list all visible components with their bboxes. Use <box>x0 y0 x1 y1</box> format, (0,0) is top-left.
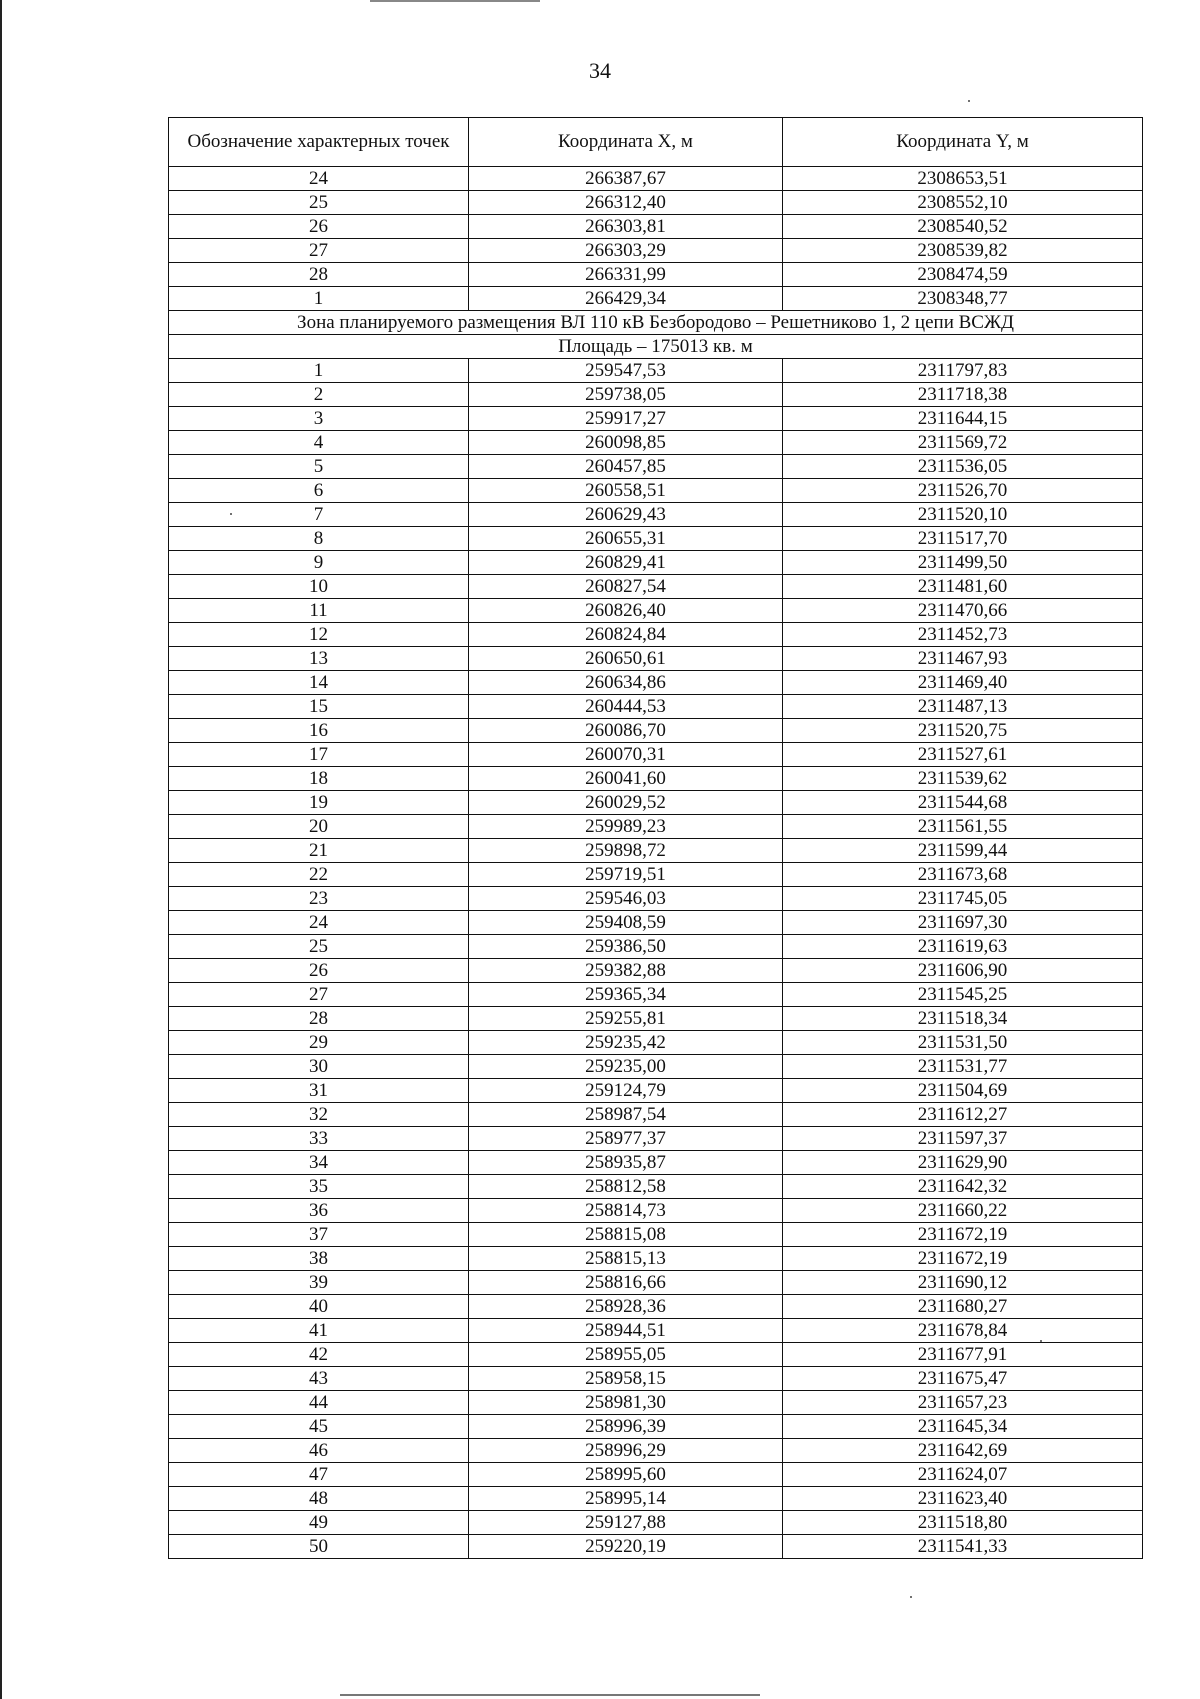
point-cell: 27 <box>169 239 469 263</box>
point-cell: 17 <box>169 743 469 767</box>
y-cell: 2311612,27 <box>783 1103 1143 1127</box>
point-cell: 9 <box>169 551 469 575</box>
point-cell: 10 <box>169 575 469 599</box>
table-row <box>169 743 1143 767</box>
x-cell: 260655,31 <box>469 527 783 551</box>
table-row <box>169 1367 1143 1391</box>
table-row <box>169 887 1143 911</box>
x-cell: 260070,31 <box>469 743 783 767</box>
table-row <box>169 1319 1143 1343</box>
table-row <box>169 431 1143 455</box>
table-row <box>169 1103 1143 1127</box>
y-cell: 2311545,25 <box>783 983 1143 1007</box>
y-cell: 2311504,69 <box>783 1079 1143 1103</box>
table-row <box>169 815 1143 839</box>
y-cell: 2311527,61 <box>783 743 1143 767</box>
table-row <box>169 215 1143 239</box>
table-row <box>169 1343 1143 1367</box>
y-cell: 2311452,73 <box>783 623 1143 647</box>
table-row <box>169 863 1143 887</box>
table-row <box>169 551 1143 575</box>
x-cell: 260098,85 <box>469 431 783 455</box>
zone-section <box>169 311 1143 359</box>
x-cell: 259235,42 <box>469 1031 783 1055</box>
point-cell: 48 <box>169 1487 469 1511</box>
point-cell: 34 <box>169 1151 469 1175</box>
y-cell: 2311642,32 <box>783 1175 1143 1199</box>
y-cell: 2308539,82 <box>783 239 1143 263</box>
point-cell: 26 <box>169 215 469 239</box>
table-row <box>169 623 1143 647</box>
x-cell: 259124,79 <box>469 1079 783 1103</box>
point-cell: 21 <box>169 839 469 863</box>
table-row <box>169 479 1143 503</box>
y-cell: 2311678,84 <box>783 1319 1143 1343</box>
x-cell: 260827,54 <box>469 575 783 599</box>
table-row <box>169 1199 1143 1223</box>
x-cell: 258995,14 <box>469 1487 783 1511</box>
point-cell: 42 <box>169 1343 469 1367</box>
table-row <box>169 935 1143 959</box>
x-cell: 258996,29 <box>469 1439 783 1463</box>
y-cell: 2311660,22 <box>783 1199 1143 1223</box>
table-row <box>169 263 1143 287</box>
table-row <box>169 695 1143 719</box>
point-cell: 14 <box>169 671 469 695</box>
table-row <box>169 1271 1143 1295</box>
x-cell: 259220,19 <box>469 1535 783 1559</box>
point-cell: 45 <box>169 1415 469 1439</box>
table-row <box>169 575 1143 599</box>
point-cell: 39 <box>169 1271 469 1295</box>
x-cell: 260826,40 <box>469 599 783 623</box>
y-cell: 2311531,50 <box>783 1031 1143 1055</box>
point-cell: 28 <box>169 1007 469 1031</box>
table-row <box>169 1463 1143 1487</box>
point-cell: 19 <box>169 791 469 815</box>
x-cell: 259235,00 <box>469 1055 783 1079</box>
table-row <box>169 671 1143 695</box>
x-cell: 259898,72 <box>469 839 783 863</box>
x-cell: 260824,84 <box>469 623 783 647</box>
x-cell: 258944,51 <box>469 1319 783 1343</box>
point-cell: 23 <box>169 887 469 911</box>
point-cell: 18 <box>169 767 469 791</box>
y-cell: 2311536,05 <box>783 455 1143 479</box>
table-row <box>169 167 1143 191</box>
scan-edge-left <box>0 0 2 1699</box>
x-cell: 258935,87 <box>469 1151 783 1175</box>
y-cell: 2311569,72 <box>783 431 1143 455</box>
x-cell: 260650,61 <box>469 647 783 671</box>
point-cell: 1 <box>169 287 469 311</box>
table-row <box>169 1439 1143 1463</box>
x-cell: 258995,60 <box>469 1463 783 1487</box>
header-point: Обозначение характерных точек <box>169 118 469 167</box>
point-cell: 5 <box>169 455 469 479</box>
x-cell: 266303,29 <box>469 239 783 263</box>
y-cell: 2311797,83 <box>783 359 1143 383</box>
y-cell: 2311672,19 <box>783 1247 1143 1271</box>
y-cell: 2311619,63 <box>783 935 1143 959</box>
table-row <box>169 191 1143 215</box>
y-cell: 2311520,10 <box>783 503 1143 527</box>
x-cell: 258815,13 <box>469 1247 783 1271</box>
table-row <box>169 407 1143 431</box>
point-cell: 49 <box>169 1511 469 1535</box>
point-cell: 46 <box>169 1439 469 1463</box>
y-cell: 2311526,70 <box>783 479 1143 503</box>
point-cell: 11 <box>169 599 469 623</box>
point-cell: 25 <box>169 935 469 959</box>
point-cell: 7 <box>169 503 469 527</box>
table-row <box>169 287 1143 311</box>
y-cell: 2311518,80 <box>783 1511 1143 1535</box>
y-cell: 2311531,77 <box>783 1055 1143 1079</box>
x-cell: 260444,53 <box>469 695 783 719</box>
y-cell: 2311469,40 <box>783 671 1143 695</box>
point-cell: 38 <box>169 1247 469 1271</box>
y-cell: 2308348,77 <box>783 287 1143 311</box>
x-cell: 258987,54 <box>469 1103 783 1127</box>
point-cell: 41 <box>169 1319 469 1343</box>
point-cell: 20 <box>169 815 469 839</box>
x-cell: 260029,52 <box>469 791 783 815</box>
point-cell: 24 <box>169 167 469 191</box>
x-cell: 259127,88 <box>469 1511 783 1535</box>
point-cell: 1 <box>169 359 469 383</box>
x-cell: 258816,66 <box>469 1271 783 1295</box>
point-cell: 44 <box>169 1391 469 1415</box>
y-cell: 2311623,40 <box>783 1487 1143 1511</box>
y-cell: 2311642,69 <box>783 1439 1143 1463</box>
x-cell: 259989,23 <box>469 815 783 839</box>
x-cell: 258977,37 <box>469 1127 783 1151</box>
table-row <box>169 599 1143 623</box>
y-cell: 2311561,55 <box>783 815 1143 839</box>
point-cell: 12 <box>169 623 469 647</box>
y-cell: 2308540,52 <box>783 215 1143 239</box>
x-cell: 259255,81 <box>469 1007 783 1031</box>
table-row <box>169 1127 1143 1151</box>
x-cell: 259365,34 <box>469 983 783 1007</box>
point-cell: 31 <box>169 1079 469 1103</box>
y-cell: 2311520,75 <box>783 719 1143 743</box>
x-cell: 266303,81 <box>469 215 783 239</box>
table-row <box>169 239 1143 263</box>
y-cell: 2311629,90 <box>783 1151 1143 1175</box>
table-row <box>169 1031 1143 1055</box>
point-cell: 28 <box>169 263 469 287</box>
x-cell: 259738,05 <box>469 383 783 407</box>
table-row <box>169 455 1143 479</box>
y-cell: 2311644,15 <box>783 407 1143 431</box>
point-cell: 6 <box>169 479 469 503</box>
point-cell: 16 <box>169 719 469 743</box>
table-row <box>169 1079 1143 1103</box>
y-cell: 2311672,19 <box>783 1223 1143 1247</box>
table-header-row <box>169 118 1143 167</box>
x-cell: 259547,53 <box>469 359 783 383</box>
table-row <box>169 1295 1143 1319</box>
scan-speck <box>968 100 970 102</box>
y-cell: 2311541,33 <box>783 1535 1143 1559</box>
table-row <box>169 1007 1143 1031</box>
table-row <box>169 527 1143 551</box>
zone-area-row <box>169 335 1143 359</box>
y-cell: 2311481,60 <box>783 575 1143 599</box>
point-cell: 36 <box>169 1199 469 1223</box>
scan-edge-top <box>370 0 540 2</box>
table-row <box>169 839 1143 863</box>
table-row <box>169 1415 1143 1439</box>
point-cell: 33 <box>169 1127 469 1151</box>
y-cell: 2311517,70 <box>783 527 1143 551</box>
table-row <box>169 503 1143 527</box>
y-cell: 2311544,68 <box>783 791 1143 815</box>
table-row <box>169 1223 1143 1247</box>
table-row <box>169 1175 1143 1199</box>
y-cell: 2311745,05 <box>783 887 1143 911</box>
y-cell: 2308653,51 <box>783 167 1143 191</box>
point-cell: 2 <box>169 383 469 407</box>
point-cell: 15 <box>169 695 469 719</box>
point-cell: 26 <box>169 959 469 983</box>
table-body-part2 <box>169 359 1143 1559</box>
table-row <box>169 1391 1143 1415</box>
y-cell: 2311539,62 <box>783 767 1143 791</box>
point-cell: 50 <box>169 1535 469 1559</box>
x-cell: 259408,59 <box>469 911 783 935</box>
table-row <box>169 1511 1143 1535</box>
y-cell: 2311467,93 <box>783 647 1143 671</box>
point-cell: 37 <box>169 1223 469 1247</box>
table-row <box>169 719 1143 743</box>
point-cell: 29 <box>169 1031 469 1055</box>
scan-speck <box>910 1596 912 1598</box>
point-cell: 35 <box>169 1175 469 1199</box>
x-cell: 259382,88 <box>469 959 783 983</box>
x-cell: 266331,99 <box>469 263 783 287</box>
x-cell: 260041,60 <box>469 767 783 791</box>
y-cell: 2311470,66 <box>783 599 1143 623</box>
y-cell: 2308552,10 <box>783 191 1143 215</box>
y-cell: 2311597,37 <box>783 1127 1143 1151</box>
y-cell: 2311657,23 <box>783 1391 1143 1415</box>
x-cell: 258955,05 <box>469 1343 783 1367</box>
y-cell: 2311690,12 <box>783 1271 1143 1295</box>
x-cell: 258814,73 <box>469 1199 783 1223</box>
table-row <box>169 983 1143 1007</box>
table-row <box>169 1151 1143 1175</box>
table-row <box>169 383 1143 407</box>
x-cell: 259917,27 <box>469 407 783 431</box>
y-cell: 2311645,34 <box>783 1415 1143 1439</box>
x-cell: 259719,51 <box>469 863 783 887</box>
point-cell: 47 <box>169 1463 469 1487</box>
point-cell: 25 <box>169 191 469 215</box>
table-row <box>169 959 1143 983</box>
x-cell: 258815,08 <box>469 1223 783 1247</box>
x-cell: 266387,67 <box>469 167 783 191</box>
x-cell: 258958,15 <box>469 1367 783 1391</box>
table-row <box>169 791 1143 815</box>
point-cell: 24 <box>169 911 469 935</box>
zone-title: Зона планируемого размещения ВЛ 110 кВ Безбородово – Решетниково 1, 2 цепи ВСЖД <box>169 311 1143 335</box>
x-cell: 260629,43 <box>469 503 783 527</box>
y-cell: 2308474,59 <box>783 263 1143 287</box>
point-cell: 13 <box>169 647 469 671</box>
y-cell: 2311675,47 <box>783 1367 1143 1391</box>
table-row <box>169 767 1143 791</box>
point-cell: 32 <box>169 1103 469 1127</box>
point-cell: 43 <box>169 1367 469 1391</box>
point-cell: 4 <box>169 431 469 455</box>
y-cell: 2311599,44 <box>783 839 1143 863</box>
y-cell: 2311487,13 <box>783 695 1143 719</box>
point-cell: 3 <box>169 407 469 431</box>
point-cell: 30 <box>169 1055 469 1079</box>
y-cell: 2311697,30 <box>783 911 1143 935</box>
header-y: Координата Y, м <box>783 118 1143 167</box>
table-row <box>169 647 1143 671</box>
x-cell: 258981,30 <box>469 1391 783 1415</box>
y-cell: 2311677,91 <box>783 1343 1143 1367</box>
header-x: Координата X, м <box>469 118 783 167</box>
x-cell: 260829,41 <box>469 551 783 575</box>
y-cell: 2311624,07 <box>783 1463 1143 1487</box>
zone-area: Площадь – 175013 кв. м <box>169 335 1143 359</box>
x-cell: 260558,51 <box>469 479 783 503</box>
x-cell: 259386,50 <box>469 935 783 959</box>
y-cell: 2311499,50 <box>783 551 1143 575</box>
x-cell: 266312,40 <box>469 191 783 215</box>
table-row <box>169 1487 1143 1511</box>
scan-edge-bottom <box>340 1694 760 1696</box>
x-cell: 260086,70 <box>469 719 783 743</box>
y-cell: 2311673,68 <box>783 863 1143 887</box>
x-cell: 260457,85 <box>469 455 783 479</box>
x-cell: 260634,86 <box>469 671 783 695</box>
table-row <box>169 1535 1143 1559</box>
y-cell: 2311680,27 <box>783 1295 1143 1319</box>
table-row <box>169 1055 1143 1079</box>
point-cell: 22 <box>169 863 469 887</box>
y-cell: 2311518,34 <box>783 1007 1143 1031</box>
table-row <box>169 1247 1143 1271</box>
y-cell: 2311718,38 <box>783 383 1143 407</box>
zone-title-row <box>169 311 1143 335</box>
table-row <box>169 359 1143 383</box>
coordinates-table <box>168 117 1143 1559</box>
x-cell: 259546,03 <box>469 887 783 911</box>
y-cell: 2311606,90 <box>783 959 1143 983</box>
table-body-part1 <box>169 167 1143 311</box>
point-cell: 27 <box>169 983 469 1007</box>
point-cell: 40 <box>169 1295 469 1319</box>
point-cell: 8 <box>169 527 469 551</box>
x-cell: 266429,34 <box>469 287 783 311</box>
x-cell: 258928,36 <box>469 1295 783 1319</box>
x-cell: 258812,58 <box>469 1175 783 1199</box>
x-cell: 258996,39 <box>469 1415 783 1439</box>
page-number: 34 <box>589 58 611 83</box>
table-row <box>169 911 1143 935</box>
